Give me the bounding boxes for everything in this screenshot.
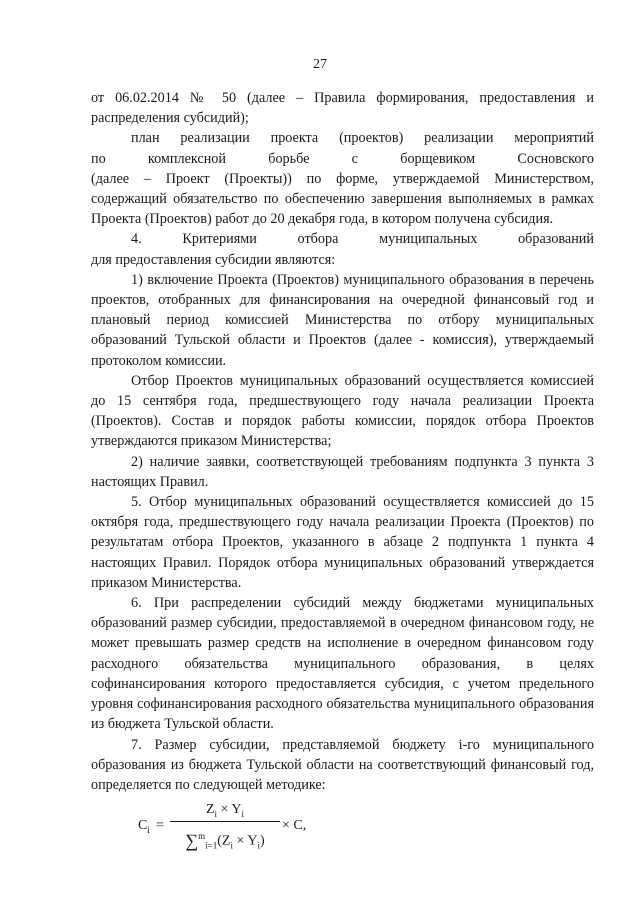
document-body: [91, 88, 594, 795]
formula-lhs: $C_i$: [138, 818, 150, 835]
formula-denominator: $\sum^m_{i=1}(Z_i \times Y_i)$: [185, 830, 265, 851]
paragraph-criteria-heading: 4. Критериями отбора муниципальных образований: [131, 231, 594, 248]
paragraph-item-5: 5. Отбор муниципальных образований осуществляется комиссией до 15 октября года, предшествующего году начала реализации Проекта (Проектов) по результатам отбора Проектов, указанного в абзаце 2 подпункта 1 пункта 4 настоящих Правил. Порядок отбора муниципальных образований утверждается приказом Министерства.: [91, 494, 594, 591]
paragraph-plan-line-1: план реализации проекта (проектов) реализации мероприятий: [131, 130, 594, 147]
paragraph-criterion-2: 2) наличие заявки, соответствующей требованиям подпункта 3 пункта 3 настоящих Правил.: [91, 453, 594, 490]
formula-fraction: [170, 800, 280, 851]
paragraph-item-7: 7. Размер субсидии, представляемой бюджету i-го муниципального образования из бюджета Тульской области на соответствующий финансовый год, определяется по следующей методике:: [91, 736, 594, 793]
paragraph-plan-line-2: по комплексной борьбе с борщевиком Сосновского: [91, 150, 594, 167]
page-number: 27: [313, 57, 327, 72]
subsidy-formula: [138, 800, 338, 860]
formula-numerator: $Z_i \times Y_i$: [205, 802, 245, 819]
paragraph-plan-line-3: (далее – Проект (Проекты)) по форме, утверждаемой Министерством, содержащий обязательство по обеспечению завершения выполняемых в рамках Проекта (Проектов) работ до 20 декабря года, в котором получена субсидия.: [91, 170, 594, 228]
paragraph-item-6: 6. При распределении субсидий между бюджетами муниципальных образований размер субсидии, предоставляемой в очередном финансовом году, не может превышать размер средств на исполнение в очередном финансовом году расходного обязательства муниципального образования, в целях софинансирования которого предоставляется субсидия, с учетом предельного уровня софинансирования расходного обязательства муниципального образования из бюджета Тульской области.: [91, 595, 594, 733]
paragraph-criteria-intro: для предоставления субсидии являются:: [91, 251, 336, 268]
paragraph-rules-reference: от 06.02.2014 № 50 (далее – Правила формирования, предоставления и распределения субсидий);: [91, 90, 594, 127]
paragraph-criterion-1: 1) включение Проекта (Проектов) муниципального образования в перечень проектов, отобранных для финансирования на очередной финансовый год и плановый период комиссией Министерства по отбору муниципальных образований Тульской области и Проектов (далее - комиссия), утверждаемый протоколом комиссии.: [91, 271, 594, 369]
formula-rhs: × C,: [282, 818, 307, 833]
fraction-bar: [170, 821, 280, 822]
paragraph-selection-projects: Отбор Проектов муниципальных образований осуществляется комиссией до 15 сентября года, предшествующего году начала реализации Проекта (Проектов). Состав и порядок работы комиссии, порядок отбора Проектов утверждаются приказом Министерства;: [91, 372, 594, 450]
formula-equals: =: [156, 818, 164, 833]
